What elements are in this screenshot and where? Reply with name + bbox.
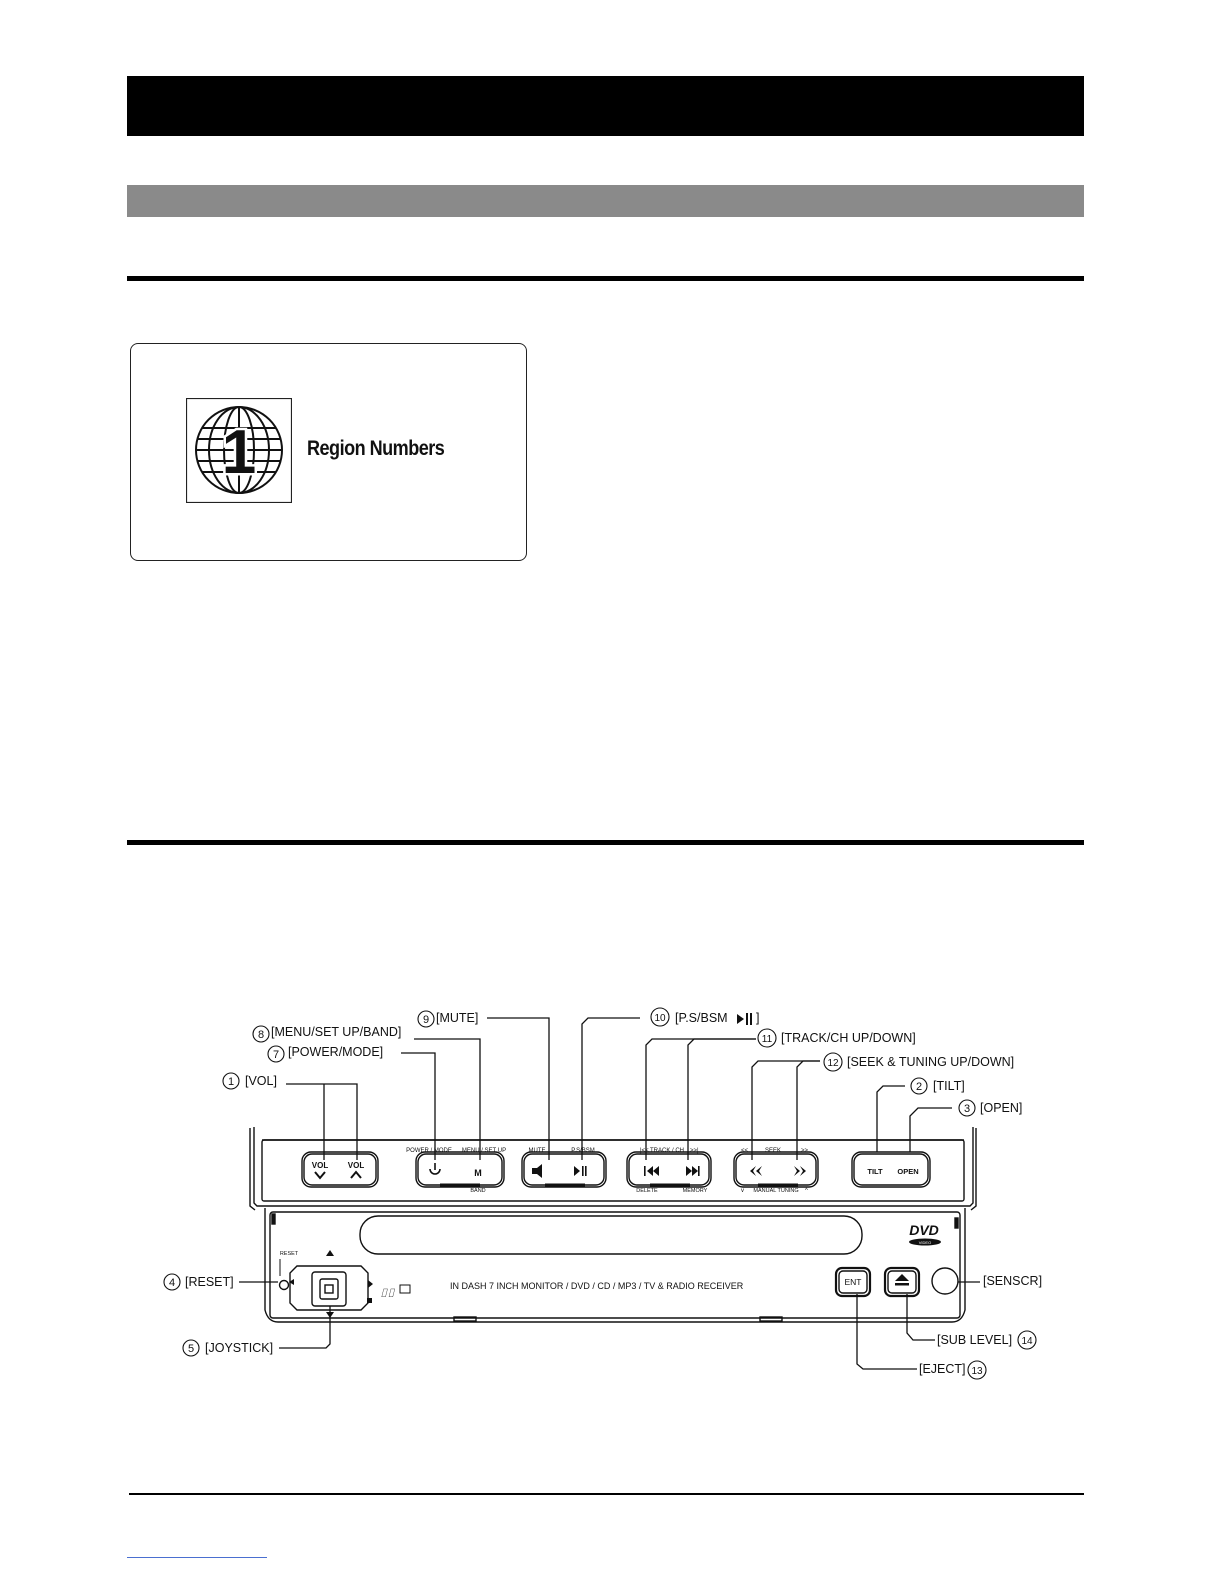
callout-track-ch [758,1029,916,1047]
track-ch-label: TRACK / CH [649,1148,685,1154]
svg-text:1: 1 [227,1076,235,1088]
psbsm-label: P.S/BSM [571,1148,595,1154]
open-button[interactable]: OPEN [897,1167,919,1176]
seek-up-icon: >> [801,1148,809,1154]
svg-text:[POWER/MODE]: [POWER/MODE] [288,1045,384,1059]
callout-ps-bsm [651,1008,759,1026]
svg-text:[MUTE]: [MUTE] [436,1011,479,1025]
tuning-down-icon: v [741,1188,744,1194]
seek-label: SEEK [764,1148,782,1154]
ent-button[interactable]: ENT [844,1277,862,1287]
callout-open [959,1100,1022,1116]
svg-text:13: 13 [971,1366,983,1377]
dvd-video-label: VIDEO [918,1240,932,1245]
menu-setup-label: MENU / SET UP [461,1148,507,1154]
svg-text:7: 7 [272,1049,280,1061]
dvd-menu-icon: ⌷⌷ [380,1286,395,1300]
svg-text:10: 10 [654,1013,666,1024]
svg-text:8: 8 [257,1029,265,1041]
seek-down-icon: << [741,1148,749,1154]
callout-vol [223,1073,277,1089]
dvd-logo: DVD [909,1222,939,1238]
svg-text:[P.S/BSM: [P.S/BSM [675,1011,728,1025]
footer-link-underline [127,1557,267,1558]
callout-reset [164,1274,234,1290]
svg-text:12: 12 [827,1058,839,1069]
svg-text:14: 14 [1021,1336,1033,1347]
svg-text:[SENSCR]: [SENSCR] [983,1274,1043,1288]
menu-button[interactable]: M [474,1168,482,1178]
callout-tilt [911,1078,965,1094]
tuning-up-icon: ^ [805,1188,808,1194]
callout-menu-setup-band [253,1025,401,1042]
next-track-icon: >>| [690,1148,699,1154]
reset-label: RESET [279,1251,299,1257]
svg-text:5: 5 [187,1343,195,1355]
footer-rule [129,1493,1084,1495]
svg-text:4: 4 [168,1277,176,1289]
callout-sensor [983,1274,1042,1288]
model-text: IN DASH 7 INCH MONITOR / DVD / CD / MP3 / TV & RADIO RECEIVER [450,1281,744,1291]
svg-text:2: 2 [915,1081,923,1093]
callout-sub-level [937,1331,1036,1349]
svg-text:[SEEK & TUNING UP/DOWN]: [SEEK & TUNING UP/DOWN] [847,1055,1015,1069]
tilt-button[interactable]: TILT [867,1167,883,1176]
svg-text:9: 9 [422,1014,430,1026]
band-label: BAND [470,1188,486,1194]
region-label: Region Numbers [307,437,445,460]
svg-text:[SUB LEVEL]: [SUB LEVEL] [937,1333,1013,1347]
callout-seek-tuning [824,1053,1014,1071]
prev-track-icon: |<< [640,1148,649,1154]
svg-text:[EJECT]: [EJECT] [919,1362,966,1376]
power-mode-label: POWER / MODE [406,1148,452,1154]
svg-text:11: 11 [761,1034,773,1045]
svg-text:[TILT]: [TILT] [933,1079,965,1093]
mute-label: MUTE [528,1148,546,1154]
delete-label: DELETE [636,1188,658,1194]
svg-text:]: ] [756,1011,760,1025]
callout-power-mode [268,1045,383,1062]
svg-text:[VOL]: [VOL] [245,1074,277,1088]
callout-joystick [183,1340,273,1356]
manual-tuning-label: MANUAL TUNING [753,1188,799,1194]
svg-text:3: 3 [963,1103,971,1115]
svg-text:[JOYSTICK]: [JOYSTICK] [205,1341,274,1355]
svg-text:[MENU/SET UP/BAND]: [MENU/SET UP/BAND] [271,1025,402,1039]
callout-mute [418,1011,478,1027]
svg-text:[TRACK/CH UP/DOWN]: [TRACK/CH UP/DOWN] [781,1031,916,1045]
region-number: 1 [221,418,257,487]
svg-text:[RESET]: [RESET] [185,1275,234,1289]
callout-eject [919,1361,986,1379]
memory-label: MEMORY [682,1188,708,1194]
svg-text:[OPEN]: [OPEN] [980,1101,1023,1115]
vol-up-button[interactable]: VOL [347,1161,365,1170]
vol-down-button[interactable]: VOL [311,1161,329,1170]
